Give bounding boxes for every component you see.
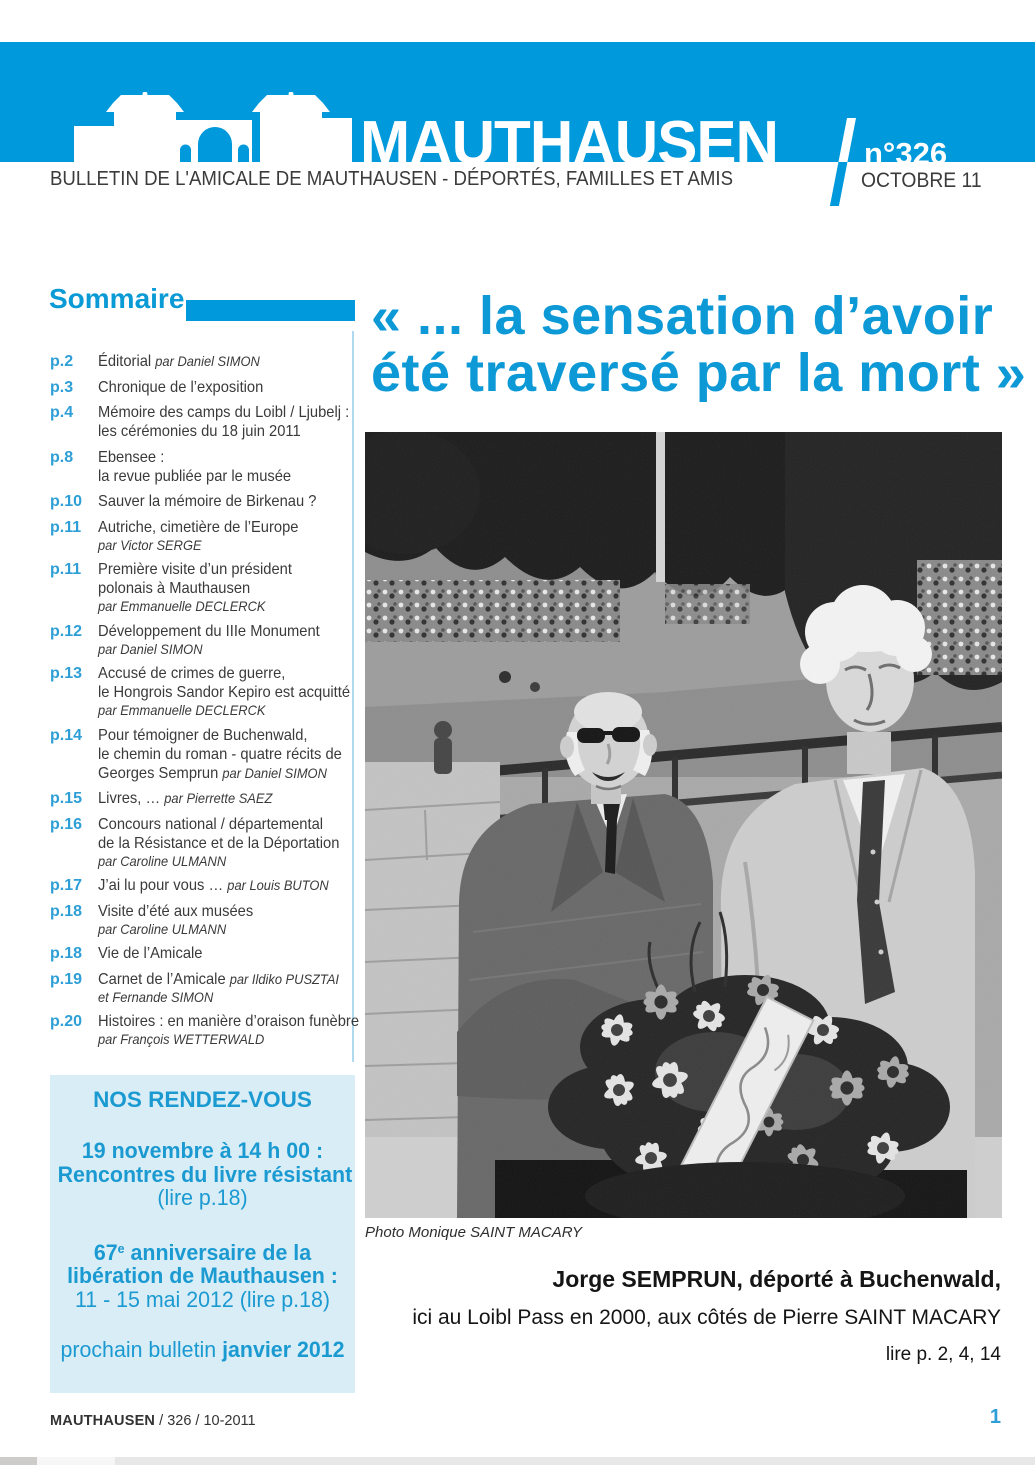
cover-headline bbox=[371, 288, 1031, 402]
toc-entry: p.18 Vie de l’Amicale bbox=[50, 945, 203, 962]
sommaire-title: Sommaire bbox=[49, 283, 185, 314]
toc-entry-page: p.12 bbox=[50, 622, 83, 640]
toc-entry: p.18 Visite d’été aux musées par Caroline ULMANN bbox=[50, 902, 254, 937]
toc-entry-page: p.17 bbox=[50, 877, 83, 894]
mauthausen-gate-icon bbox=[74, 92, 352, 162]
toc-entry-page: p.13 bbox=[50, 665, 83, 682]
issue-date: OCTOBRE 11 bbox=[861, 169, 982, 192]
toc-entry-page: p.19 bbox=[50, 970, 83, 988]
sommaire-title-bar bbox=[186, 300, 355, 321]
header-band bbox=[0, 42, 1035, 178]
toc-entry: p.11 Première visite d’un président polonais à Mauthausen par Emmanuelle DECLERCK bbox=[50, 561, 292, 614]
toc-entry-page: p.18 bbox=[50, 902, 83, 920]
toc-entry-page: p.20 bbox=[50, 1013, 83, 1030]
toc-entry: p.11 Autriche, cimetière de l’Europe par Victor SERGE bbox=[50, 518, 299, 553]
toc-entry: p.8 Ebensee : la revue publiée par le musée bbox=[50, 448, 292, 485]
toc-entry: p.2 Éditorial par Daniel SIMON bbox=[50, 353, 260, 370]
toc-entry: p.19 Carnet de l’Amicale par Ildiko PUSZTAI et Fernande SIMON bbox=[50, 970, 339, 1005]
toc-entry: p.20 Histoires : en manière d’oraison funèbre par François WETTERWALD bbox=[50, 1013, 360, 1047]
rendezvous-box bbox=[50, 1075, 355, 1393]
rendezvous-event: 67e anniversaire de la libération de Mauthausen : 11 - 15 mai 2012 (lire p.18) bbox=[67, 1239, 338, 1312]
toc-entry-page: p.18 bbox=[50, 945, 83, 962]
rendezvous-groups bbox=[50, 1139, 355, 1362]
page-bottom-edge bbox=[0, 1457, 1035, 1465]
toc-entry-page: p.15 bbox=[50, 790, 83, 807]
toc-entry: p.4 Mémoire des camps du Loibl / Ljubelj : les cérémonies du 18 juin 2011 bbox=[50, 404, 350, 440]
headline-line2: été traversé par la mort » bbox=[371, 343, 1027, 403]
toc-entry: p.12 Développement du IIIe Monument par Daniel SIMON bbox=[50, 622, 320, 657]
bulletin-title: MAUTHAUSEN bbox=[360, 109, 778, 178]
bottom-edge-segment-light bbox=[37, 1457, 115, 1465]
rendezvous-event: prochain bulletin janvier 2012 bbox=[60, 1337, 345, 1362]
bottom-edge-segment-dark bbox=[0, 1457, 37, 1465]
toc-entry-page: p.3 bbox=[50, 378, 74, 396]
toc-entry-page: p.14 bbox=[50, 726, 83, 744]
toc-entry: p.14 Pour témoigner de Buchenwald, le chemin du roman - quatre récits de Georges Semprun par Daniel SIMON bbox=[50, 726, 342, 782]
caption-line3: lire p. 2, 4, 14 bbox=[885, 1344, 1001, 1365]
footer-bulletin-name: MAUTHAUSEN bbox=[50, 1413, 156, 1429]
toc-list bbox=[50, 352, 360, 1055]
toc-entry-page: p.2 bbox=[50, 353, 74, 370]
toc-entry: p.3 Chronique de l’exposition bbox=[50, 378, 264, 396]
toc-entry: p.10 Sauver la mémoire de Birkenau ? bbox=[50, 493, 317, 510]
toc-entry: p.15 Livres, … par Pierrette SAEZ bbox=[50, 790, 273, 807]
toc-entry-page: p.4 bbox=[50, 404, 74, 421]
toc-entry-page: p.10 bbox=[50, 493, 83, 510]
toc-entry-page: p.16 bbox=[50, 815, 83, 833]
toc-entry: p.13 Accusé de crimes de guerre, le Hongrois Sandor Kepiro est acquitté par Emmanuelle DECLERCK bbox=[50, 665, 351, 718]
footer-issue-info bbox=[50, 1413, 256, 1429]
photo-credit: Photo Monique SAINT MACARY bbox=[365, 1224, 583, 1241]
toc-entry-page: p.11 bbox=[50, 561, 82, 578]
cover-photo bbox=[365, 432, 1002, 1218]
toc-entry-page: p.11 bbox=[50, 518, 82, 536]
photo-caption bbox=[365, 1266, 1001, 1366]
toc-entry: p.16 Concours national / départemental de la Résistance et de la Déportation par Caroline ULMANN bbox=[50, 815, 340, 869]
headline-line1: « ... la sensation d’avoir bbox=[371, 286, 994, 346]
page-number: 1 bbox=[989, 1406, 1001, 1428]
rendezvous-event: 19 novembre à 14 h 00 : Rencontres du livre résistant (lire p.18) bbox=[57, 1138, 353, 1210]
bulletin-subtitle: BULLETIN DE L'AMICALE DE MAUTHAUSEN - DÉPORTÉS, FAMILLES ET AMIS bbox=[50, 168, 733, 190]
rendezvous-title: NOS RENDEZ-VOUS bbox=[93, 1087, 312, 1112]
toc-entry-page: p.8 bbox=[50, 448, 74, 466]
footer-issue-details: / 326 / 10-2011 bbox=[155, 1413, 256, 1429]
toc-entry: p.17 J’ai lu pour vous … par Louis BUTON bbox=[50, 877, 329, 894]
caption-line2: ici au Loibl Pass en 2000, aux côtés de Pierre SAINT MACARY bbox=[412, 1306, 1001, 1329]
issue-number: n°326 bbox=[864, 136, 948, 171]
caption-line1: Jorge SEMPRUN, déporté à Buchenwald, bbox=[552, 1266, 1001, 1292]
